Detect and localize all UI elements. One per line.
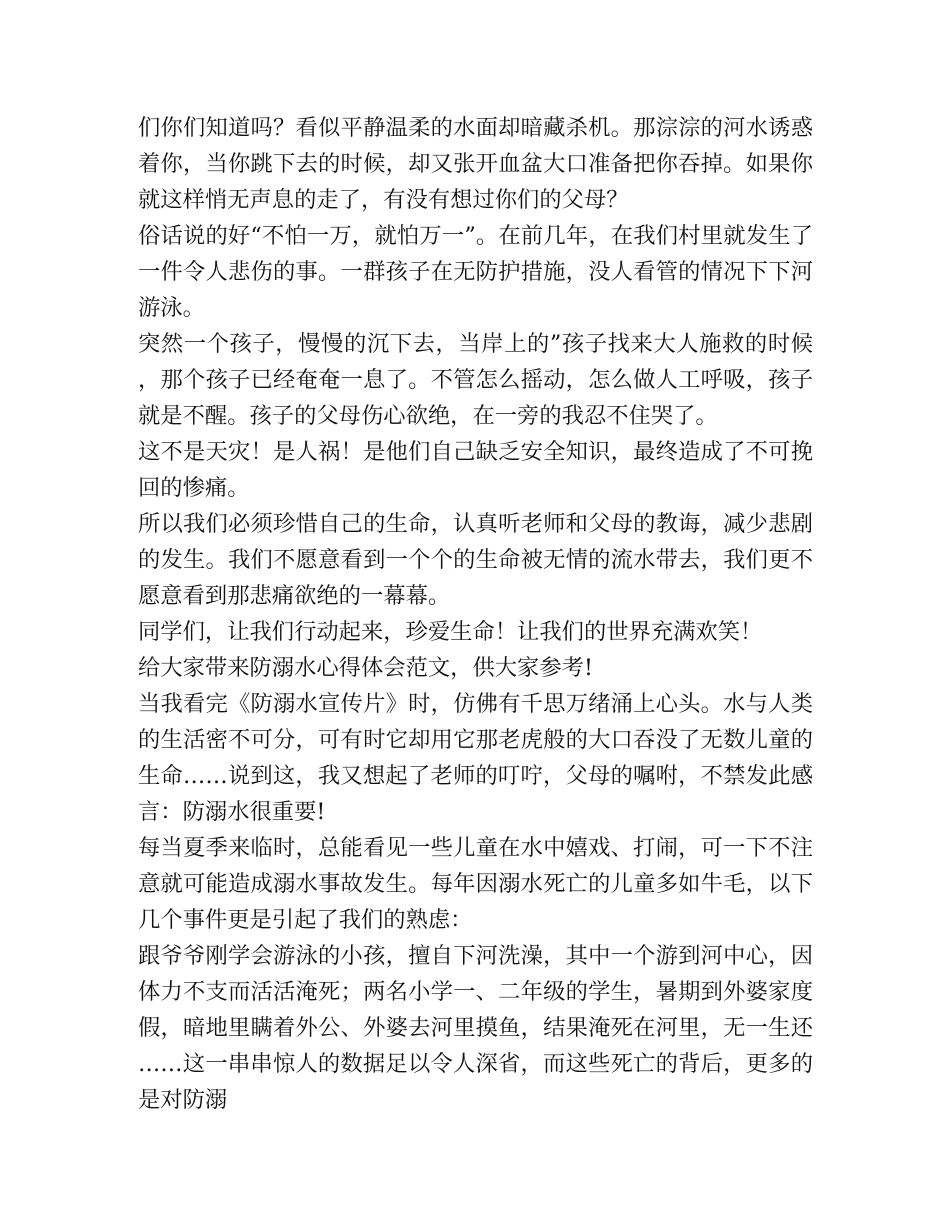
paragraph-10: 跟爷爷刚学会游泳的小孩，擅自下河洗澡，其中一个游到河中心，因体力不支而活活淹死；两名小学一、二年级的学生，暑期到外婆家度假，暗地里瞒着外公、外婆去河里摸鱼，结果淹死在河里，无一生还……这一串串惊人的数据足以令人深省，而这些死亡的背后，更多的是对防溺 (138, 943, 813, 1113)
paragraph-4: 这不是天灾！是人祸！是他们自己缺乏安全知识，最终造成了不可挽回的惨痛。 (138, 439, 813, 501)
paragraph-3: 突然一个孩子，慢慢的沉下去，当岸上的”孩子找来大人施救的时候，那个孩子已经奄奄一息了。不管怎么摇动，怎么做人工呼吸，孩子就是不醒。孩子的父母伤心欲绝，在一旁的我忍不住哭了。 (138, 331, 813, 429)
document-body (138, 110, 813, 1118)
paragraph-6: 同学们，让我们行动起来，珍爱生命！让我们的世界充满欢笑！ (138, 619, 763, 645)
paragraph-5: 所以我们必须珍惜自己的生命，认真听老师和父母的教诲，减少悲剧的发生。我们不愿意看到一个个的生命被无情的流水带去，我们更不愿意看到那悲痛欲绝的一幕幕。 (138, 511, 813, 609)
paragraph-2: 俗话说的好“不怕一万，就怕万一”。在前几年，在我们村里就发生了一件令人悲伤的事。一群孩子在无防护措施，没人看管的情况下下河游泳。 (138, 223, 813, 321)
paragraph-1: 们你们知道吗？看似平静温柔的水面却暗藏杀机。那淙淙的河水诱惑着你，当你跳下去的时候，却又张开血盆大口准备把你吞掉。如果你就这样悄无声息的走了，有没有想过你们的父母？ (138, 115, 813, 213)
paragraph-9: 每当夏季来临时，总能看见一些儿童在水中嬉戏、打闹，可一下不注意就可能造成溺水事故发生。每年因溺水死亡的儿童多如牛毛，以下几个事件更是引起了我们的熟虑： (138, 835, 813, 933)
paragraph-7: 给大家带来防溺水心得体会范文，供大家参考! (138, 655, 593, 681)
paragraph-8: 当我看完《防溺水宣传片》时，仿佛有千思万绪涌上心头。水与人类的生活密不可分，可有时它却用它那老虎般的大口吞没了无数儿童的生命……说到这，我又想起了老师的叮咛，父母的嘱咐，不禁发此感言：防溺水很重要! (138, 691, 813, 825)
